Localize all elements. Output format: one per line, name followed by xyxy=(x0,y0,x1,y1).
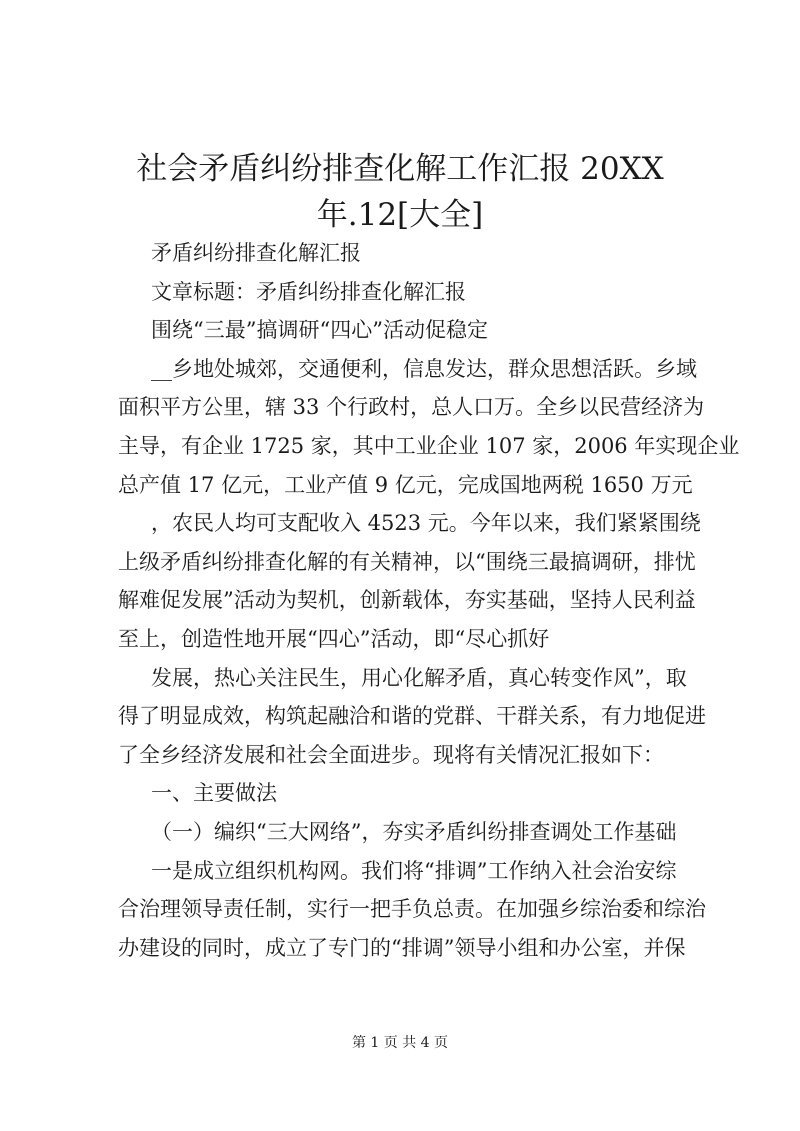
body-line: 办建设的同时，成立了专门的“排调”领导小组和办公室，并保 xyxy=(118,935,686,960)
body-line: 面积平方公里，辖 33 个行政村，总人口万。全乡以民营经济为 xyxy=(118,395,705,420)
page-number-footer: 第 1 页 共 4 页 xyxy=(351,1035,449,1051)
body-line: 发展，热心关注民生，用心化解矛盾，真心转变作风”，取 xyxy=(151,665,687,690)
body-line: 合治理领导责任制，实行一把手负总责。在加强乡综治委和综治 xyxy=(118,897,706,922)
body-line: 得了明显成效，构筑起融洽和谐的党群、干群关系，有力地促进 xyxy=(118,704,706,729)
body-line: 围绕“三最”搞调研“四心”活动促稳定 xyxy=(151,318,488,343)
body-line: 主导，有企业 1725 家，其中工业企业 107 家，2006 年实现企业 xyxy=(118,433,740,458)
body-line: __乡地处城郊，交通便利，信息发达，群众思想活跃。乡域 xyxy=(151,356,697,381)
document-body xyxy=(118,234,740,967)
body-line: 至上，创造性地开展“四心”活动，即“尽心抓好 xyxy=(118,626,550,651)
title-line-1: 社会矛盾纠纷排查化解工作汇报 20XX xyxy=(136,151,664,187)
subsection-heading: （一）编织“三大网络”，夯实矛盾纠纷排查调处工作基础 xyxy=(151,819,677,844)
body-line: 总产值 17 亿元，工业产值 9 亿元，完成国地两税 1650 万元 xyxy=(118,472,693,497)
body-line: ，农民人均可支配收入 4523 元。今年以来，我们紧紧围绕 xyxy=(151,511,701,536)
body-line: 了全乡经济发展和社会全面进步。现将有关情况汇报如下： xyxy=(118,742,664,767)
document-title xyxy=(100,146,700,238)
section-heading: 一、主要做法 xyxy=(151,781,277,806)
body-line: 矛盾纠纷排查化解汇报 xyxy=(151,241,361,265)
body-line: 上级矛盾纠纷排查化解的有关精神，以“围绕三最搞调研，排忧 xyxy=(118,549,696,574)
body-line: 一是成立组织机构网。我们将“排调”工作纳入社会治安综 xyxy=(151,858,677,883)
title-line-2: 年.12[大全] xyxy=(316,197,484,233)
body-line: 解难促发展”活动为契机，创新载体，夯实基础，坚持人民利益 xyxy=(118,588,696,613)
body-line: 文章标题：矛盾纠纷排查化解汇报 xyxy=(151,279,466,304)
